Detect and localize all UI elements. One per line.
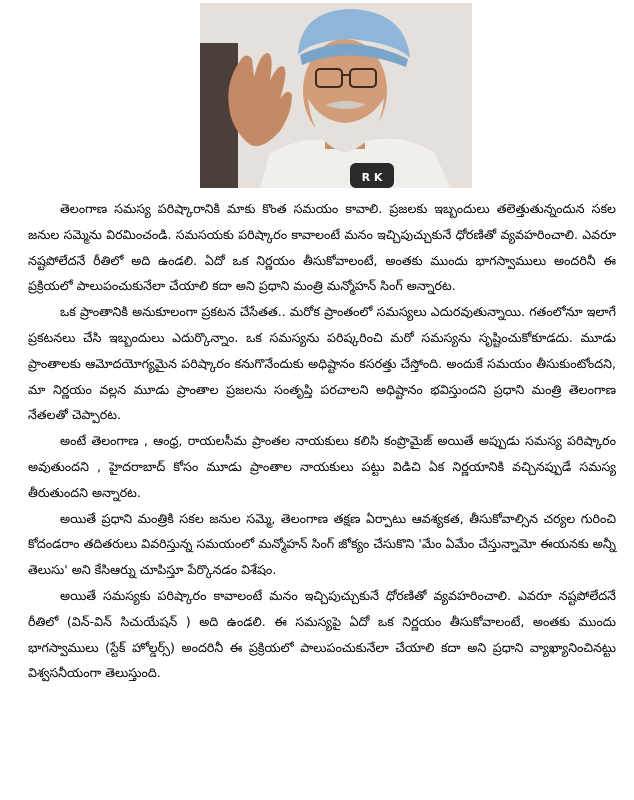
news-photo	[200, 3, 472, 188]
article-paragraph: ఒక ప్రాంతానికి అనుకూలంగా ప్రకటన చేసేతత.. మరోక ప్రాంతంలో సమస్యలు ఎదురవుతున్నాయి. గతంలోనూ ఇలాగే ప్రకటనలు చేసి ఇబ్బందులు ఎదుర్కొన్నాం. ఒక సమస్యను పరిష్కరించి మరో సమస్యను సృష్టించుకోకూడదు. మూడు ప్రాంతాలకు ఆమోదయోగ్యమైన పరిష్కారం కనుగొనేందుకు అధిష్టానం కసరత్తు చేస్తోంది. అందుకే సమయం తీసుకుంటోందని, మా నిర్ణయం వల్లన మూడు ప్రాంతాల ప్రజలను సంతృప్తి పరచాలని అధిష్టానం భవిస్తుందని ప్రధాని మంత్రి తెలంగాణ నేతలతో చెప్పారట.	[28, 304, 616, 423]
portrait-illustration	[200, 3, 472, 188]
article-paragraph: తెలంగాణ సమస్య పరిష్కారానికి మాకు కొంత సమయం కావాలి. ప్రజలకు ఇబ్బందులు తలెత్తుతున్నందున సకల జనుల సమ్మెను విరమించండి. సమసయకు పరిష్కారం కావాలంటే మనం ఇచ్చిపుచ్చుకునే ధోరణితో వ్యవహరించాలి. ఎవరూ నష్టపోలేదనే రీతిలో అది ఉండలి. ఏదో ఒక నిర్ణయం తీసుకోవాలంటే, అంతకు ముందు భాగస్వాములు అందరినీ ఈ ప్రక్రియలో పాలుపంచుకునేలా చేయాలి కదా అని ప్రధాని మంత్రి మన్మోహన్ సింగ్ అన్నారట.	[28, 201, 616, 294]
article-body	[28, 196, 616, 686]
article-paragraph: అయితే ప్రధాని మంత్రికి సకల జనుల సమ్మె, తెలంగాణ తక్షణ ఏర్పాటు ఆవశ్యకత, తీసుకోవాల్సిన చర్యల గురించి కోదండరాం తదితరులు వివరిస్తున్న సమయంలో మన్మోహన్ సింగ్ జోక్యం చేసుకొని 'మేం ఏమేం చేస్తున్నామో ఈయనకు అన్నీ తెలుసు' అని కేసిఆర్ను చూపిస్తూ పేర్కొనడం విశేషం.	[28, 510, 616, 578]
mic-label: R K	[361, 171, 383, 184]
article-paragraph: అయితే సమస్యకు పరిష్కారం కావాలంటే మనం ఇచ్చిపుచ్చుకునే ధోరణితో వ్యవహరించాలి. ఎవరూ నష్టపోలేదనే రీతిలో (విన్-విన్ సిచుయేషన్ ) అది ఉండలి. ఈ సమస్యపై ఏదో ఒక నిర్ణయం తీసుకోవాలంటే, అంతకు ముందు భాగస్వాములు (స్టేక్ హోల్డర్స్) అందరినీ ఈ ప్రక్రియలో పాలుపంచుకునేలా చేయాలి కదా అని ప్రధాని వ్యాఖ్యానించినట్టు విశ్వసనీయంగా తెలుస్తుంది.	[28, 587, 616, 681]
article-paragraph: అంటే తెలంగాణ , ఆంధ్ర, రాయలసీమ ప్రాంతల నాయకులు కలిసి కంప్రొమైజ్ అయితే అప్పుడు సమస్య పరిష్కారం అవుతుందని , హైదరాబాద్ కోసం మూడు ప్రాంతాల నాయకులు పట్టు విడిచి ఏక నిర్ణయానికి వచ్చినప్పుడే సమస్య తీరుతుందని అన్నారట.	[28, 433, 616, 500]
